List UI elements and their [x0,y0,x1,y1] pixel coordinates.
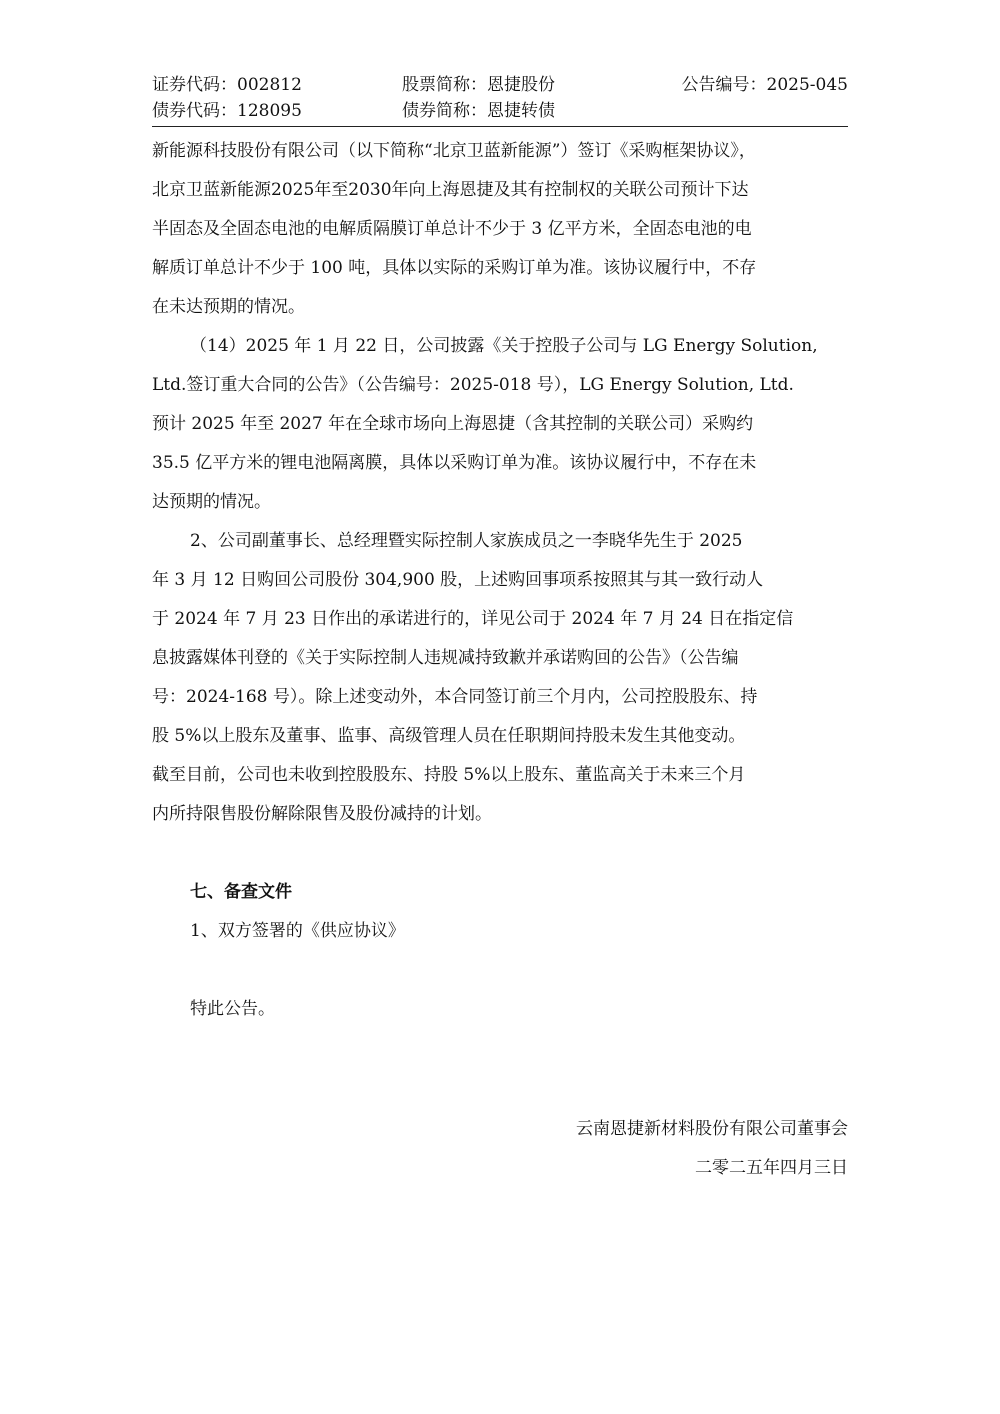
text-line: 息披露媒体刊登的《关于实际控制人违规减持致歉并承诺购回的公告》（公告编 [152,648,739,668]
stock-abbreviation: 股票简称：恩捷股份 [402,75,555,95]
text-line: 35.5 亿平方米的锂电池隔离膜，具体以采购订单为准。该协议履行中，不存在未 [152,453,757,473]
section-heading: 七、备查文件 [190,882,292,902]
text-line: Ltd.签订重大合同的公告》（公告编号：2025-018 号），LG Energy Solution, Ltd. [152,375,794,395]
text-line: 于 2024 年 7 月 23 日作出的承诺进行的，详见公司于 2024 年 7 月 24 日在指定信 [152,609,794,629]
header-divider [152,126,848,127]
text-line: 2、公司副董事长、总经理暨实际控制人家族成员之一李晓华先生于 2025 [190,531,743,551]
stock-code: 证券代码：002812 [152,75,302,95]
spacer [152,951,848,990]
header-row-2 [152,98,848,124]
text-line: 号：2024-168 号）。除上述变动外，本合同签订前三个月内，公司控股股东、持 [152,687,758,707]
closing-statement: 特此公告。 [190,999,275,1019]
signature-company: 云南恩捷新材料股份有限公司董事会 [576,1119,848,1139]
text-line: 年 3 月 12 日购回公司股份 304,900 股，上述购回事项系按照其与其一致行动人 [152,570,764,590]
announcement-number: 公告编号：2025-045 [681,75,848,95]
text-line: 在未达预期的情况。 [152,297,305,317]
document-body [152,132,848,1029]
paragraph-item-13 [152,132,848,327]
text-line: （14）2025 年 1 月 22 日，公司披露《关于控股子公司与 LG Energy Solution, [190,336,818,356]
reference-item: 1、双方签署的《供应协议》 [190,921,405,941]
signature-block [576,1110,848,1188]
text-line: 内所持限售股份解除限售及股份减持的计划。 [152,804,492,824]
text-line: 北京卫蓝新能源2025年至2030年向上海恩捷及其有控制权的关联公司预计下达 [152,180,749,200]
bond-abbreviation: 债券简称：恩捷转债 [402,101,555,121]
signature-date: 二零二五年四月三日 [695,1158,848,1178]
paragraph-section-2 [152,522,848,834]
text-line: 解质订单总计不少于 100 吨，具体以实际的采购订单为准。该协议履行中，不存 [152,258,757,278]
text-line: 半固态及全固态电池的电解质隔膜订单总计不少于 3 亿平方米，全固态电池的电 [152,219,752,239]
text-line: 预计 2025 年至 2027 年在全球市场向上海恩捷（含其控制的关联公司）采购约 [152,414,754,434]
text-line: 截至目前，公司也未收到控股股东、持股 5%以上股东、董监高关于未来三个月 [152,765,746,785]
text-line: 新能源科技股份有限公司（以下简称“北京卫蓝新能源”）签订《采购框架协议》， [152,141,756,161]
paragraph-item-14 [152,327,848,522]
text-line: 达预期的情况。 [152,492,271,512]
text-line: 股 5%以上股东及董事、监事、高级管理人员在任职期间持股未发生其他变动。 [152,726,746,746]
header-row-1 [152,72,848,98]
document-header [152,72,848,124]
spacer [152,834,848,873]
bond-code: 债券代码：128095 [152,101,302,121]
